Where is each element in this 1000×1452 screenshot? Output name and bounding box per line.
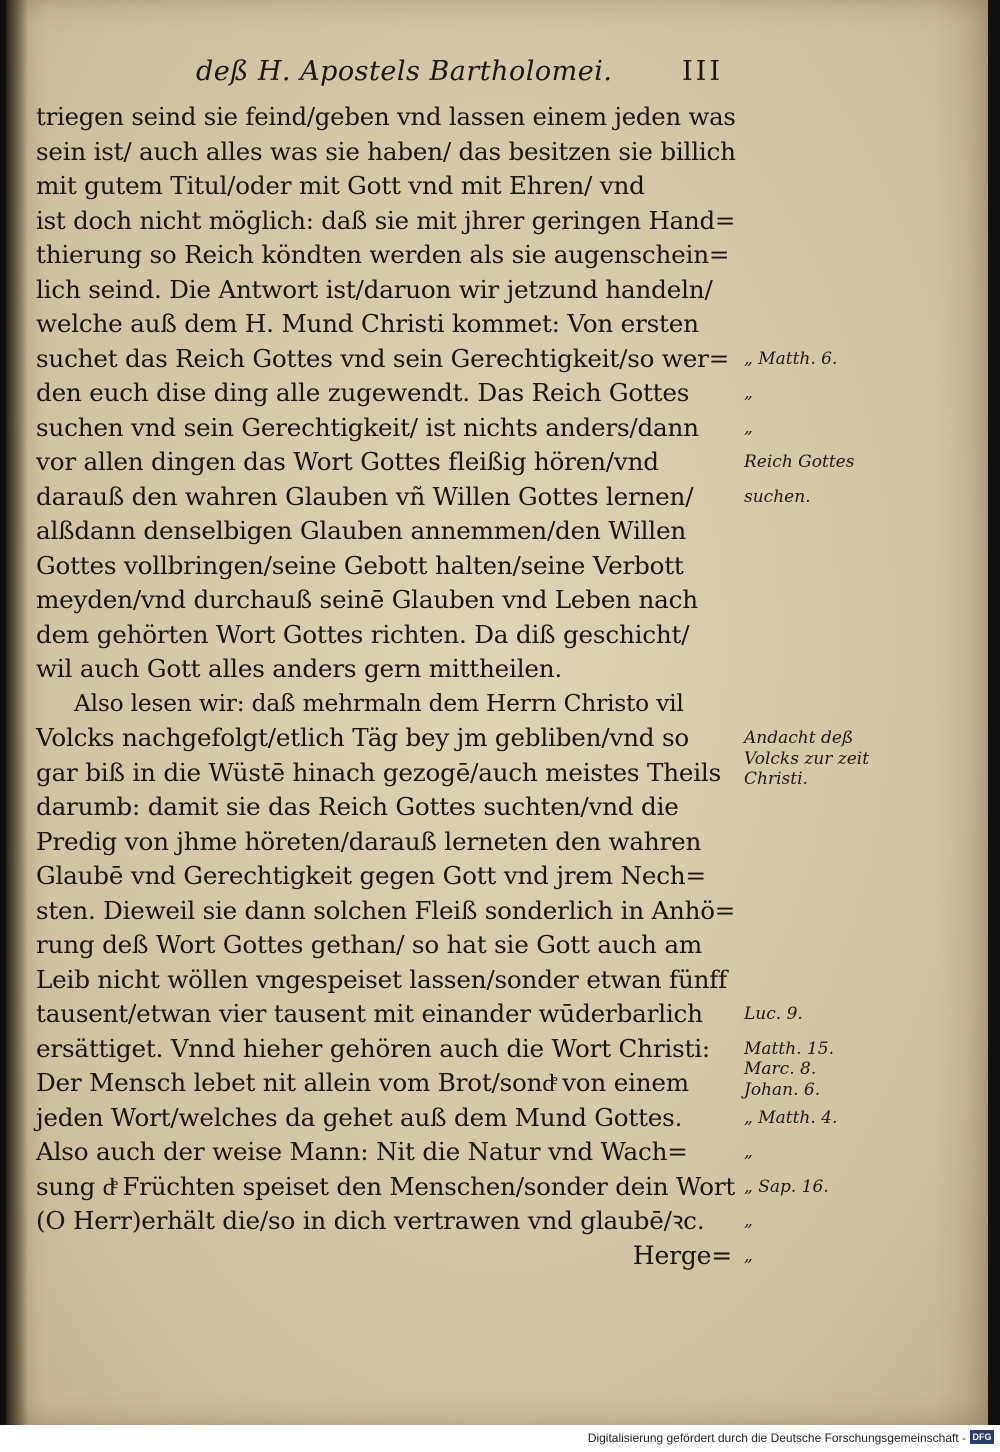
funding-credit: Digitalisierung gefördert durch die Deutsche Forschungsgemeinschaft - xyxy=(587,1431,966,1445)
text-line: dem gehörten Wort Gottes richten. Da diß geschicht/ xyxy=(36,619,690,649)
marginal-note: Christi. xyxy=(744,769,808,790)
text-line: Also auch der weise Mann: Nit die Natur vnd Wach= xyxy=(36,1137,688,1166)
text-line: Leib nicht wöllen vngespeiset lassen/sonder etwan fünff xyxy=(36,964,728,994)
text-line: alßdann denselbigen Glauben annemmen/den Willen xyxy=(36,516,687,545)
marginal-note: Luc. 9. xyxy=(744,1004,803,1024)
marginal-note: „ Matth. 4. xyxy=(744,1107,838,1128)
text-line: sten. Dieweil sie dann solchen Fleiß sonderlich in Anhö= xyxy=(36,895,736,925)
marginal-note: „ xyxy=(744,1142,753,1162)
text-line: Volcks nachgefolgt/etlich Täg bey jm gebliben/vnd so xyxy=(36,723,690,752)
text-line: suchet das Reich Gottes vnd sein Gerechtigkeit/so wer= xyxy=(36,343,730,373)
marginal-note: Johan. 6. xyxy=(744,1079,821,1100)
marginal-note: „ xyxy=(744,383,753,403)
marginal-note: suchen. xyxy=(744,486,811,507)
text-line: meyden/vnd durchauß seinē Glauben vnd Leben nach xyxy=(36,585,698,614)
folio-number: III xyxy=(682,56,723,87)
text-line: triegen seind sie feind/geben vnd lassen einem jeden was xyxy=(36,102,736,131)
text-line: Predig von jhme höreten/darauß lerneten den wahren xyxy=(36,826,702,856)
text-line: darauß den wahren Glauben vñ Willen Gottes lernen/ xyxy=(36,481,694,511)
binding-shadow xyxy=(6,0,28,1425)
text-line: jeden Wort/welches da gehet auß dem Mund Gottes. xyxy=(36,1102,683,1132)
running-title: deß H. Apostels Bartholomei. xyxy=(196,56,613,87)
marginal-note: „ xyxy=(744,417,753,438)
marginal-note: Reich Gottes xyxy=(744,452,855,472)
marginal-note: Matth. 15. xyxy=(744,1038,834,1059)
text-line: thierung so Reich köndten werden als sie augenschein= xyxy=(36,240,730,269)
text-line: gar biß in die Wüstē hinach gezogē/auch meistes Theils xyxy=(36,757,722,787)
marginal-note: „ xyxy=(744,1245,753,1266)
page-header xyxy=(6,52,988,92)
text-line: Also lesen wir: daß mehrmaln dem Herrn Christo vil xyxy=(74,689,684,717)
text-line: darumb: damit sie das Reich Gottes suchten/vnd die xyxy=(36,792,679,821)
dfg-logo: DFG xyxy=(970,1430,994,1444)
marginal-note: Marc. 8. xyxy=(744,1059,817,1080)
text-line: ist doch nicht möglich: daß sie mit jhrer geringen Hand= xyxy=(36,205,736,235)
text-line: welche auß dem H. Mund Christi kommet: Von ersten xyxy=(36,309,699,338)
text-line: Glaubē vnd Gerechtigkeit gegen Gott vnd jrem Nech= xyxy=(36,861,706,890)
text-line: vor allen dingen das Wort Gottes fleißig hören/vnd xyxy=(36,447,659,476)
text-line: wil auch Gott alles anders gern mittheilen. xyxy=(36,654,563,683)
book-page xyxy=(6,0,988,1425)
marginal-note: „ Matth. 6. xyxy=(744,348,838,369)
footer-bar xyxy=(0,1425,1000,1452)
text-line: suchen vnd sein Gerechtigkeit/ ist nichts anders/dann xyxy=(36,412,699,442)
marginal-note: Volcks zur zeit xyxy=(744,748,870,769)
body-text xyxy=(36,100,746,1273)
text-line: ersättiget. Vnnd hieher gehören auch die Wort Christi: xyxy=(36,1033,710,1063)
text-line: tausent/etwan vier tausent mit einander wūderbarlich xyxy=(36,999,703,1028)
text-line: Gottes vollbringen/seine Gebott halten/seine Verbott xyxy=(36,550,684,580)
marginal-note: „ Sap. 16. xyxy=(744,1176,829,1197)
text-line: den euch dise ding alle zugewendt. Das Reich Gottes xyxy=(36,378,690,407)
text-line: Der Mensch lebet nit allein vom Brot/sondͤ von einem xyxy=(36,1068,689,1097)
text-line: (O Herr)erhält die/so in dich vertrawen vnd glaubē/ꝛc. xyxy=(36,1206,705,1235)
text-line: rung deß Wort Gottes gethan/ so hat sie Gott auch am xyxy=(36,930,702,959)
text-line: mit gutem Titul/oder mit Gott vnd mit Ehren/ vnd xyxy=(36,171,645,200)
catchword: Herge= xyxy=(632,1240,732,1270)
text-line: sein ist/ auch alles was sie haben/ das besitzen sie billich xyxy=(36,136,736,166)
text-line: lich seind. Die Antwort ist/daruon wir jetzund handeln/ xyxy=(36,274,713,304)
marginal-note: „ xyxy=(744,1211,753,1231)
text-line: sung dͤ Früchten speiset den Menschen/sonder dein Wort xyxy=(36,1171,736,1201)
marginal-note: Andacht deß xyxy=(744,728,854,748)
